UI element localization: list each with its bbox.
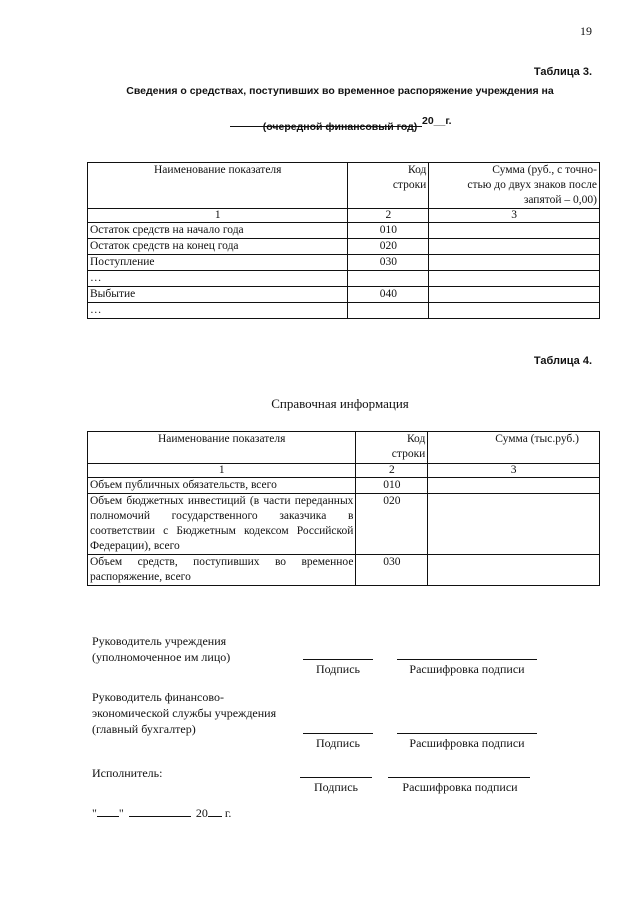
date-quote-close: " xyxy=(118,806,124,820)
signature-head-title-line2: (уполномоченное им лицо) xyxy=(92,650,231,664)
table3-header-code-line2: строки xyxy=(392,179,427,191)
table3-title: Сведения о средствах, поступивших во временное распоряжение учреждения на xyxy=(126,85,554,97)
table3-header-row xyxy=(88,163,600,209)
row-name: Остаток средств на начало года xyxy=(88,223,348,239)
signature-executor-sign-label: Подпись xyxy=(313,780,359,794)
date-year-suffix: г. xyxy=(224,806,232,820)
table-row xyxy=(88,255,600,271)
table4-title: Справочная информация xyxy=(271,396,409,411)
date-year-prefix: 20 xyxy=(195,806,208,820)
table-row xyxy=(88,271,600,287)
table4-header-row xyxy=(88,432,600,464)
table-row xyxy=(88,303,600,319)
table4-number-row xyxy=(88,464,600,478)
table4-header-code xyxy=(356,432,428,464)
table3 xyxy=(87,162,600,319)
row-sum[interactable] xyxy=(429,271,600,287)
row-name: Поступление xyxy=(88,255,348,271)
table3-header-code-line1: Код xyxy=(407,164,427,176)
table4-colnum-3: 3 xyxy=(428,464,600,478)
table-row xyxy=(88,287,600,303)
signature-finance-title-line3: (главный бухгалтер) xyxy=(92,722,196,736)
table-row xyxy=(88,223,600,239)
row-code: 020 xyxy=(348,239,429,255)
row-sum[interactable] xyxy=(429,255,600,271)
table3-colnum-2: 2 xyxy=(348,209,429,223)
row-sum[interactable] xyxy=(428,478,600,494)
row-name: Остаток средств на конец года xyxy=(88,239,348,255)
row-sum[interactable] xyxy=(429,223,600,239)
table4-header-sum-line1: Сумма (тыс.руб.) xyxy=(495,433,579,445)
signature-finance-sign-label: Подпись xyxy=(315,736,361,750)
row-name: Объем бюджетных инвестиций (в части переданных полномочий государственного заказчика в соответствии с Бюджетным кодексом Российской Федерации), всего xyxy=(88,494,356,555)
signature-head-sign-line[interactable] xyxy=(303,659,373,660)
table3-header-sum xyxy=(429,163,600,209)
table3-header-code xyxy=(348,163,429,209)
row-code xyxy=(348,303,429,319)
table4 xyxy=(87,431,600,586)
row-code: 020 xyxy=(356,494,428,555)
signature-head-title xyxy=(92,633,230,665)
row-code xyxy=(348,271,429,287)
table4-header-sum xyxy=(428,432,600,464)
signature-finance-title-line1: Руководитель финансово- xyxy=(92,690,224,704)
page-number: 19 xyxy=(580,24,592,38)
row-code: 010 xyxy=(348,223,429,239)
table-row xyxy=(88,239,600,255)
signature-head-title-line1: Руководитель учреждения xyxy=(92,634,227,648)
signature-executor-title: Исполнитель: xyxy=(92,766,163,780)
row-name: Выбытие xyxy=(88,287,348,303)
date-line xyxy=(92,806,231,821)
row-sum[interactable] xyxy=(429,303,600,319)
table4-colnum-1: 1 xyxy=(88,464,356,478)
row-code: 030 xyxy=(356,555,428,586)
row-code: 030 xyxy=(348,255,429,271)
table3-header-sum-line1: Сумма (руб., с точно- xyxy=(492,164,597,176)
signature-executor-sign-line[interactable] xyxy=(300,777,372,778)
table3-colnum-1: 1 xyxy=(88,209,348,223)
table4-header-code-line2: строки xyxy=(391,448,426,460)
row-sum[interactable] xyxy=(429,239,600,255)
table4-label: Таблица 4. xyxy=(533,355,592,367)
signature-finance-decoding-line[interactable] xyxy=(397,733,537,734)
table-row xyxy=(88,494,600,555)
row-code: 040 xyxy=(348,287,429,303)
table3-number-row xyxy=(88,209,600,223)
row-name: … xyxy=(88,303,348,319)
signature-finance-title xyxy=(92,689,276,737)
row-name: Объем публичных обязательств, всего xyxy=(88,478,356,494)
date-month-blank[interactable] xyxy=(129,815,191,817)
table3-colnum-3: 3 xyxy=(429,209,600,223)
table3-header-name: Наименование показателя xyxy=(88,163,348,209)
row-name: Объем средств, поступивших во временное распоряжение, всего xyxy=(88,555,356,586)
row-name: … xyxy=(88,271,348,287)
signature-head-decoding-line[interactable] xyxy=(397,659,537,660)
row-sum[interactable] xyxy=(429,287,600,303)
signature-finance-sign-line[interactable] xyxy=(303,733,373,734)
table4-header-code-line1: Код xyxy=(406,433,426,445)
signature-head-decoding-label: Расшифровка подписи xyxy=(409,662,525,676)
table3-subtitle: (очередной финансовый год) xyxy=(262,121,418,133)
date-day-blank[interactable] xyxy=(97,815,119,817)
table-row xyxy=(88,555,600,586)
table3-header-sum-line3: запятой – 0,00) xyxy=(523,194,597,206)
row-sum[interactable] xyxy=(428,555,600,586)
row-code: 010 xyxy=(356,478,428,494)
date-quote-open: " xyxy=(92,806,97,820)
table4-header-name: Наименование показателя xyxy=(88,432,356,464)
row-sum[interactable] xyxy=(428,494,600,555)
table3-header-sum-line2: стью до двух знаков после xyxy=(467,179,597,191)
signature-executor-decoding-line[interactable] xyxy=(388,777,530,778)
signature-finance-title-line2: экономической службы учреждения xyxy=(92,706,277,720)
table4-colnum-2: 2 xyxy=(356,464,428,478)
table3-label: Таблица 3. xyxy=(533,66,592,78)
table-row xyxy=(88,478,600,494)
signature-head-sign-label: Подпись xyxy=(315,662,361,676)
table3-year-suffix: 20__г. xyxy=(422,115,452,127)
signature-executor-decoding-label: Расшифровка подписи xyxy=(402,780,518,794)
signature-finance-decoding-label: Расшифровка подписи xyxy=(409,736,525,750)
date-year-blank[interactable] xyxy=(208,815,222,817)
